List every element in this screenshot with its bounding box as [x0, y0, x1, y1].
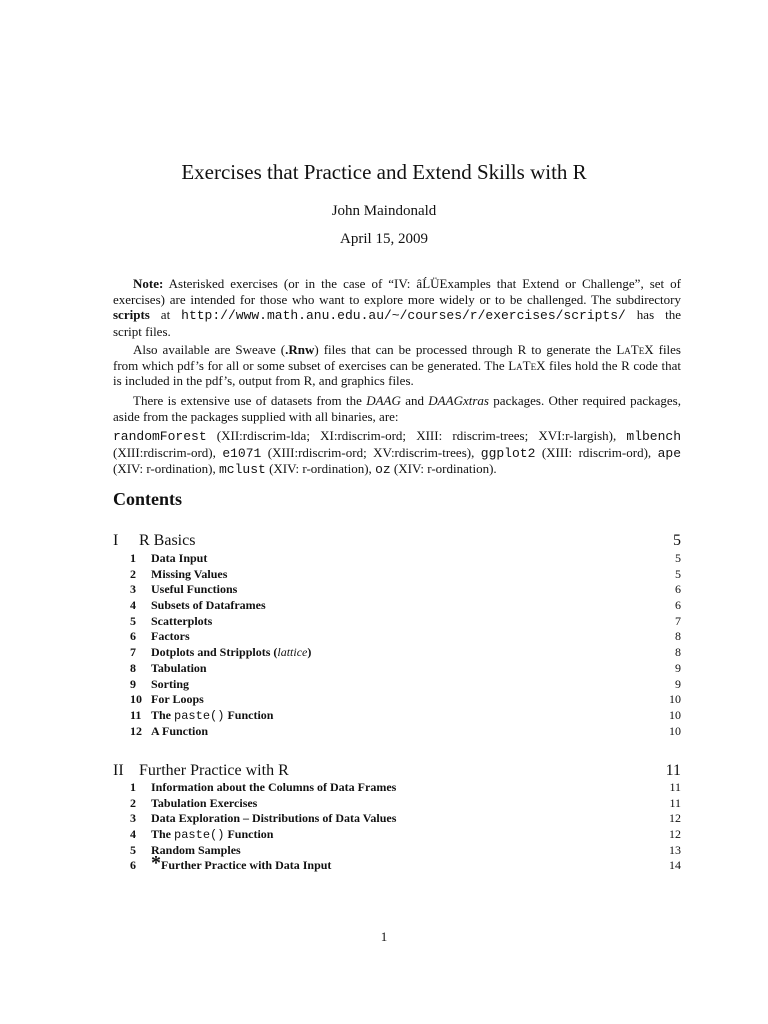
toc-entry-number: 7: [130, 645, 136, 660]
toc-entry-title: Data Input: [151, 551, 208, 565]
para-text: (XIV: r-ordination),: [113, 461, 219, 476]
toc-entry-title: Information about the Columns of Data Frames: [151, 780, 397, 794]
part-page: 11: [665, 762, 681, 779]
toc-entry-title: Subsets of Dataframes: [151, 598, 266, 613]
toc-entry-italic: lattice: [277, 645, 308, 660]
package-name: randomForest: [113, 429, 207, 444]
para-text: files hold the R code that is included in the pdf’s, output from R, and graphics files.: [113, 357, 681, 388]
note-label: Note:: [133, 276, 164, 291]
part-numeral: II: [113, 762, 124, 779]
para-text: (XIV: r-ordination),: [265, 461, 376, 476]
toc-entry-number: 10: [130, 692, 142, 707]
toc-entry[interactable]: [130, 551, 681, 567]
toc-list-part-1: [130, 551, 681, 739]
toc-entry-title: For Loops: [151, 692, 204, 707]
toc-entry[interactable]: [130, 811, 681, 827]
toc-entry-page: 13: [669, 842, 681, 857]
toc-entry-page: 8: [675, 645, 681, 660]
toc-entry-page: 10: [669, 692, 681, 707]
toc-entry[interactable]: [130, 582, 681, 598]
contents-heading: Contents: [113, 489, 183, 509]
package-name: mlbench: [626, 429, 681, 444]
toc-entry-title: A Function: [151, 723, 209, 738]
package-name: oz: [375, 462, 391, 477]
toc-entry-title: The: [151, 827, 175, 842]
toc-entry-page: 6: [675, 582, 681, 597]
part-page: 5: [673, 532, 681, 549]
toc-entry-number: 3: [130, 582, 136, 597]
part-numeral: I: [113, 532, 119, 549]
toc-entry-title: Scatterplots: [151, 613, 213, 628]
toc-entry[interactable]: [130, 661, 681, 677]
toc-entry[interactable]: [130, 708, 681, 724]
packages-paragraph: [113, 428, 681, 478]
toc-entry-number: 2: [130, 566, 136, 581]
para-text: files from which pdf’s for all or some subset of exercises can be generated. The: [113, 342, 681, 373]
toc-entry-number: 6: [130, 858, 136, 873]
toc-entry-number: 12: [130, 723, 142, 738]
toc-entry-page: 9: [675, 660, 681, 675]
toc-entry-title: Useful Functions: [151, 582, 238, 597]
note-text: Asterisked exercises (or in the case of “IV: âĹÜExamples that Extend or Challenge”, set of exercises) are intended for those who want to explore more widely or to be challenged. The subdirectory: [113, 276, 681, 307]
para-text: Also available are Sweave (: [133, 342, 286, 357]
toc-entry[interactable]: [130, 567, 681, 583]
document-author: John Maindonald: [331, 203, 437, 219]
part-title: [113, 762, 289, 780]
toc-entry-page: 11: [669, 795, 681, 810]
toc-entry-page: 12: [669, 827, 681, 842]
scripts-url: http://www.math.anu.edu.au/~/courses/r/exercises/scripts/: [181, 308, 626, 323]
para-text: (XIII: rdiscrim-ord),: [535, 444, 658, 460]
toc-entry-title: Dotplots and Stripplots (: [151, 645, 278, 660]
toc-entry[interactable]: [130, 614, 681, 630]
toc-entry-title: Data Exploration – Distributions of Data Values: [151, 811, 397, 826]
toc-entry-number: 4: [130, 827, 136, 842]
para-text: (XIII:rdiscrim-ord; XV:rdiscrim-trees),: [261, 444, 481, 460]
toc-entry[interactable]: [130, 827, 681, 843]
toc-entry-page: 14: [669, 858, 681, 873]
toc-entry-number: 8: [130, 660, 136, 675]
toc-entry-title: Factors: [151, 629, 190, 644]
latex-word: LaTeX: [616, 342, 654, 357]
toc-entry-number: 11: [130, 707, 142, 722]
toc-entry-page: 8: [675, 629, 681, 644]
rnw-word: .Rnw: [285, 342, 315, 357]
toc-entry-number: 1: [130, 551, 136, 565]
toc-entry[interactable]: [130, 629, 681, 645]
toc-entry-title-end: Function: [224, 707, 274, 722]
toc-entry-page: 9: [675, 676, 681, 691]
para-text: (XIII:rdiscrim-ord),: [113, 444, 223, 460]
toc-entry-page: 7: [675, 613, 681, 628]
note-text: has the script files.: [113, 307, 681, 339]
toc-entry-number: 6: [130, 629, 136, 644]
toc-entry[interactable]: [130, 692, 681, 708]
para-text: (XIV: r-ordination).: [390, 461, 497, 476]
toc-entry-page: 5: [675, 566, 681, 581]
toc-entry-title-end: Function: [224, 827, 274, 842]
toc-entry[interactable]: [130, 645, 681, 661]
toc-part-2[interactable]: [113, 762, 681, 780]
package-name: ggplot2: [480, 445, 536, 461]
toc-entry-page: 10: [669, 707, 681, 722]
toc-entry-number: 5: [130, 842, 136, 857]
toc-entry[interactable]: [130, 796, 681, 812]
asterisk-marker: *: [151, 852, 161, 875]
toc-entry-number: 5: [130, 613, 136, 628]
part-title-text: R Basics: [139, 532, 196, 549]
toc-entry-title: Tabulation: [151, 660, 207, 675]
package-name: ape: [657, 445, 681, 461]
toc-entry-title: Sorting: [151, 676, 190, 691]
toc-entry-number: 1: [130, 780, 136, 794]
scripts-word: scripts: [113, 307, 150, 322]
toc-entry-title: Random Samples: [151, 842, 241, 857]
toc-entry-title: Tabulation Exercises: [151, 795, 258, 810]
toc-entry-code: paste(): [174, 708, 225, 723]
document-date: April 15, 2009: [340, 231, 428, 247]
toc-entry[interactable]: [130, 843, 681, 859]
toc-entry-page: 11: [669, 780, 681, 794]
sweave-paragraph: [113, 342, 681, 389]
toc-list-part-2: [130, 780, 681, 874]
toc-entry-title: Missing Values: [151, 566, 228, 581]
package-name: mclust: [219, 462, 266, 477]
daag-word: DAAG: [366, 393, 401, 408]
toc-entry-page: 6: [675, 598, 681, 613]
para-text: There is extensive use of datasets from the: [133, 393, 367, 408]
toc-entry-title: Further Practice with Data Input: [161, 858, 332, 873]
toc-entry-number: 2: [130, 795, 136, 810]
toc-entry[interactable]: [130, 780, 681, 796]
para-text: and: [400, 393, 429, 408]
daagxtras-word: DAAGxtras: [428, 393, 489, 408]
part-title: [113, 532, 195, 550]
para-text: (XII:rdiscrim-lda; XI:rdiscrim-ord; XIII: rdiscrim-trees; XVI:r-largish),: [206, 428, 627, 443]
page-number: 1: [380, 929, 388, 944]
toc-entry[interactable]: [130, 677, 681, 693]
toc-entry-page: 12: [669, 811, 681, 826]
toc-entry-number: 3: [130, 811, 136, 826]
latex-word: LaTeX: [508, 357, 546, 373]
document-title: Exercises that Practice and Extend Skills with R: [181, 160, 587, 184]
toc-entry-title: The: [151, 707, 175, 722]
toc-entry[interactable]: [130, 724, 681, 740]
toc-entry[interactable]: [130, 598, 681, 614]
part-title-text: Further Practice with R: [139, 762, 289, 779]
toc-entry-title-end: ): [307, 645, 312, 660]
toc-entry[interactable]: [130, 852, 681, 875]
toc-entry-page: 10: [669, 723, 681, 738]
para-text: packages. Other required packages, aside from the packages supplied with all binaries, are:: [113, 393, 681, 424]
toc-entry-page: 5: [675, 551, 681, 565]
para-text: ) files that can be processed through R to generate the: [314, 342, 617, 357]
note-text: at: [149, 307, 182, 322]
toc-part-1[interactable]: [113, 532, 681, 550]
package-name: e1071: [222, 445, 262, 461]
toc-entry-code: paste(): [174, 828, 225, 843]
toc-entry-number: 4: [130, 598, 136, 613]
toc-entry-number: 9: [130, 676, 136, 691]
datasets-paragraph: [113, 393, 681, 424]
note-paragraph: [113, 276, 681, 339]
